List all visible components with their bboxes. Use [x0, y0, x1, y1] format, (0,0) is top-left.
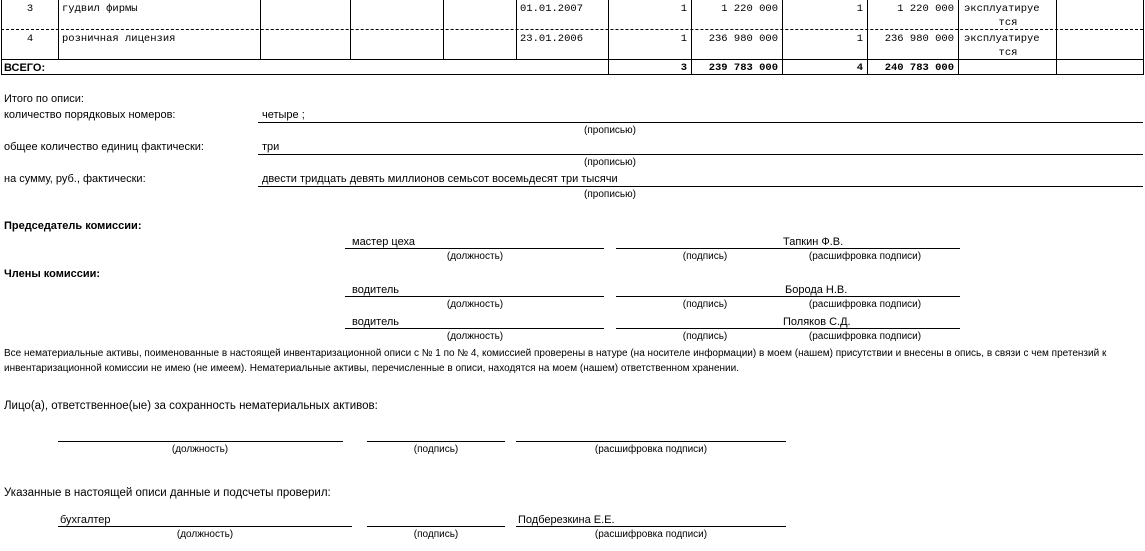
row-divider [1, 74, 1143, 75]
summary-heading: Итого по описи: [4, 93, 84, 105]
chair-position: мастер цеха [352, 236, 415, 248]
sum-caption: (прописью) [584, 189, 636, 200]
row-sum-acc: 1 220 000 [897, 3, 954, 15]
row-qty-acc: 1 [856, 3, 863, 15]
member-signature-line [616, 296, 960, 297]
member-position-line [345, 296, 604, 297]
row-date: 23.01.2006 [520, 33, 584, 45]
member-signature-line [616, 328, 960, 329]
row-status-cont: тся [998, 17, 1018, 29]
row-name: гудвил фирмы [62, 3, 138, 15]
col-line [260, 0, 261, 60]
row-qty-fact: 1 [680, 3, 687, 15]
chair-position-line [345, 248, 604, 249]
row-sum-fact: 1 220 000 [721, 3, 778, 15]
sum-underline [258, 186, 1143, 187]
caption-position: (должность) [171, 444, 229, 455]
row-divider [1, 29, 1143, 30]
caption-position: (должность) [446, 331, 504, 341]
row-qty-acc: 1 [856, 33, 863, 45]
total-qty-fact: 3 [680, 62, 687, 74]
col-line [58, 0, 59, 60]
responsible-position-line [58, 441, 343, 442]
row-sum-fact: 236 980 000 [708, 33, 778, 45]
caption-signature: (подпись) [682, 299, 728, 309]
chair-signature-line [616, 248, 960, 249]
row-status: эксплуатируе [964, 3, 1040, 15]
count-caption: (прописью) [584, 125, 636, 136]
total-label: ВСЕГО: [4, 62, 46, 74]
caption-decode: (расшифровка подписи) [594, 444, 708, 455]
caption-signature: (подпись) [682, 331, 728, 341]
member-name: Борода Н.В. [785, 284, 848, 296]
caption-signature: (подпись) [682, 251, 728, 261]
row-divider [1, 59, 1143, 60]
col-line [691, 0, 692, 75]
col-line [782, 0, 783, 75]
total-sum-acc: 240 783 000 [884, 62, 954, 74]
caption-decode: (расшифровка подписи) [594, 529, 708, 540]
units-label: общее количество единиц фактически: [4, 141, 204, 153]
responsible-label: Лицо(а), ответственное(ые) за сохранность нематериальных активов: [4, 400, 378, 412]
caption-position: (должность) [446, 251, 504, 261]
statement-text: Все нематериальные активы, поименованные в настоящей инвентаризационной описи с № 1 по № 4, комиссией проверены в натуре (на носителе информации) в моем (нашем) присутствии и внесены в опись, в связи с чем претензий к инвентаризационной комиссии не имею (не имеем). Нематериальные активы, перечисленные в описи, находятся на моем (нашем) ответственном хранении. [4, 348, 1107, 374]
count-value: четыре ; [262, 109, 305, 121]
units-caption: (прописью) [584, 157, 636, 168]
col-line [867, 0, 868, 75]
row-date: 01.01.2007 [520, 3, 584, 15]
caption-position: (должность) [176, 529, 234, 540]
sum-value: двести тридцать девять миллионов семьсот восемьдесят три тысячи [262, 173, 618, 185]
row-status-cont: тся [998, 47, 1018, 59]
checker-signature-line [367, 526, 505, 527]
chair-label: Председатель комиссии: [4, 220, 142, 232]
member-position: водитель [352, 284, 399, 296]
units-value: три [262, 141, 280, 153]
col-line [443, 0, 444, 60]
checker-label: Указанные в настоящей описи данные и подсчеты проверил: [4, 487, 331, 499]
chair-name: Тапкин Ф.В. [783, 236, 844, 248]
caption-signature: (подпись) [413, 529, 459, 540]
total-qty-acc: 4 [856, 62, 863, 74]
responsible-signature-line [367, 441, 505, 442]
caption-decode: (расшифровка подписи) [808, 331, 922, 341]
col-line [1056, 0, 1057, 75]
col-line [608, 0, 609, 75]
row-status: эксплуатируе [964, 33, 1040, 45]
count-label: количество порядковых номеров: [4, 109, 176, 121]
row-number: 3 [26, 3, 34, 15]
row-qty-fact: 1 [680, 33, 687, 45]
caption-decode: (расшифровка подписи) [808, 251, 922, 261]
checker-position: бухгалтер [60, 514, 111, 526]
col-line [350, 0, 351, 60]
row-name: розничная лицензия [62, 33, 176, 45]
member-position: водитель [352, 316, 399, 328]
row-number: 4 [26, 33, 34, 45]
caption-decode: (расшифровка подписи) [808, 299, 922, 309]
total-sum-fact: 239 783 000 [708, 62, 778, 74]
col-line [516, 0, 517, 60]
count-underline [258, 122, 1143, 123]
members-label: Члены комиссии: [4, 268, 101, 280]
member-position-line [345, 328, 604, 329]
checker-position-line [58, 526, 352, 527]
caption-position: (должность) [446, 299, 504, 309]
col-line [1143, 0, 1144, 75]
caption-signature: (подпись) [413, 444, 459, 455]
checker-name: Подберезкина Е.Е. [518, 514, 615, 526]
row-sum-acc: 236 980 000 [884, 33, 954, 45]
responsible-decode-line [516, 441, 786, 442]
member-name: Поляков С.Д. [783, 316, 851, 328]
sum-label: на сумму, руб., фактически: [4, 173, 146, 185]
col-line [958, 0, 959, 75]
units-underline [258, 154, 1143, 155]
checker-decode-line [516, 526, 786, 527]
